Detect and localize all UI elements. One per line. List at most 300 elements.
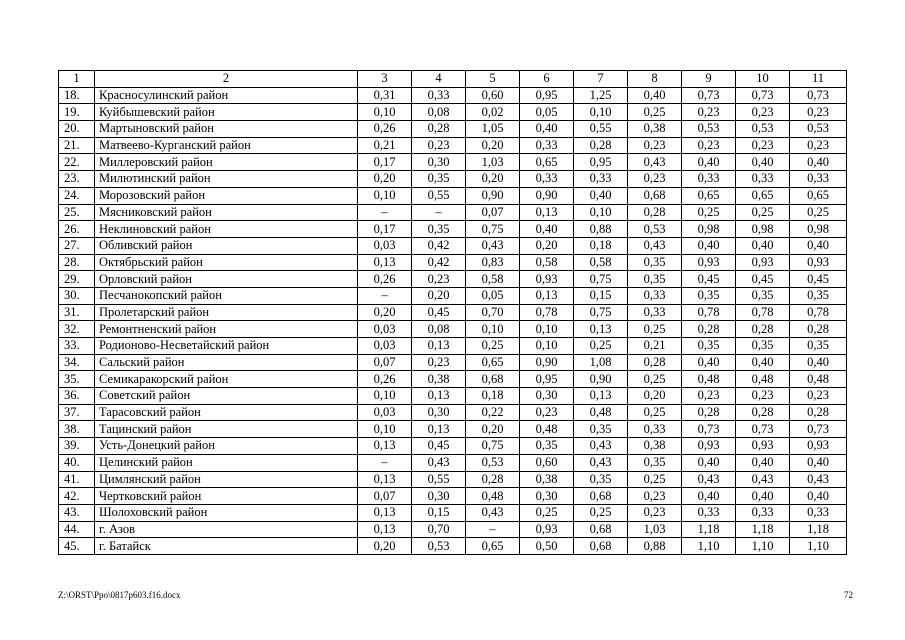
value-cell: 0,35 bbox=[682, 338, 736, 355]
value-cell: 0,20 bbox=[466, 421, 520, 438]
value-cell: 0,40 bbox=[790, 488, 847, 505]
value-cell: 0,75 bbox=[466, 438, 520, 455]
row-number-cell: 28. bbox=[59, 254, 95, 271]
table-row bbox=[59, 87, 847, 104]
value-cell: 0,75 bbox=[574, 304, 628, 321]
value-cell: 0,55 bbox=[574, 121, 628, 138]
district-name-cell: Обливский район bbox=[95, 237, 358, 254]
value-cell: 0,20 bbox=[520, 237, 574, 254]
value-cell: 0,40 bbox=[682, 354, 736, 371]
value-cell: 0,33 bbox=[520, 171, 574, 188]
row-number-cell: 30. bbox=[59, 287, 95, 304]
value-cell: 0,03 bbox=[358, 237, 412, 254]
row-number-cell: 26. bbox=[59, 221, 95, 238]
value-cell: 0,58 bbox=[466, 271, 520, 288]
value-cell: 0,23 bbox=[790, 104, 847, 121]
column-header-5: 5 bbox=[466, 71, 520, 88]
value-cell: 0,73 bbox=[790, 421, 847, 438]
value-cell: 0,13 bbox=[358, 471, 412, 488]
value-cell: 0,38 bbox=[520, 471, 574, 488]
value-cell: 0,23 bbox=[682, 137, 736, 154]
value-cell: 0,23 bbox=[628, 504, 682, 521]
district-name-cell: Советский район bbox=[95, 388, 358, 405]
value-cell: 0,73 bbox=[790, 87, 847, 104]
value-cell: 0,53 bbox=[628, 221, 682, 238]
value-cell: 0,98 bbox=[682, 221, 736, 238]
table-row bbox=[59, 104, 847, 121]
column-header-11: 11 bbox=[790, 71, 847, 88]
column-header-1: 1 bbox=[59, 71, 95, 88]
value-cell: 0,33 bbox=[736, 171, 790, 188]
value-cell: 0,88 bbox=[628, 538, 682, 555]
value-cell: 0,40 bbox=[790, 354, 847, 371]
row-number-cell: 36. bbox=[59, 388, 95, 405]
value-cell: 0,93 bbox=[790, 254, 847, 271]
value-cell: 0,95 bbox=[520, 87, 574, 104]
value-cell: 0,45 bbox=[736, 271, 790, 288]
district-name-cell: Сальский район bbox=[95, 354, 358, 371]
value-cell: 0,40 bbox=[790, 154, 847, 171]
value-cell: 0,43 bbox=[574, 438, 628, 455]
value-cell: 0,30 bbox=[520, 388, 574, 405]
value-cell: 0,48 bbox=[520, 421, 574, 438]
value-cell: 1,05 bbox=[466, 121, 520, 138]
district-name-cell: Родионово-Несветайский район bbox=[95, 338, 358, 355]
value-cell: 0,17 bbox=[358, 154, 412, 171]
value-cell: 0,53 bbox=[736, 121, 790, 138]
district-name-cell: Миллеровский район bbox=[95, 154, 358, 171]
row-number-cell: 33. bbox=[59, 338, 95, 355]
value-cell: 0,40 bbox=[736, 237, 790, 254]
value-cell: 0,35 bbox=[412, 221, 466, 238]
value-cell: 0,70 bbox=[466, 304, 520, 321]
value-cell: 0,25 bbox=[736, 204, 790, 221]
table-row bbox=[59, 454, 847, 471]
table-row bbox=[59, 488, 847, 505]
value-cell: 0,25 bbox=[466, 338, 520, 355]
row-number-cell: 45. bbox=[59, 538, 95, 555]
table-row bbox=[59, 388, 847, 405]
value-cell: 0,28 bbox=[736, 321, 790, 338]
value-cell: 0,20 bbox=[358, 304, 412, 321]
district-name-cell: Куйбышевский район bbox=[95, 104, 358, 121]
district-name-cell: Орловский район bbox=[95, 271, 358, 288]
table-row bbox=[59, 521, 847, 538]
value-cell: 0,43 bbox=[466, 504, 520, 521]
value-cell: 0,25 bbox=[520, 504, 574, 521]
value-cell: 0,03 bbox=[358, 321, 412, 338]
table-row bbox=[59, 304, 847, 321]
value-cell: 0,90 bbox=[520, 354, 574, 371]
value-cell: 1,03 bbox=[466, 154, 520, 171]
value-cell: 0,53 bbox=[682, 121, 736, 138]
row-number-cell: 44. bbox=[59, 521, 95, 538]
value-cell: 0,05 bbox=[520, 104, 574, 121]
value-cell: 0,68 bbox=[628, 187, 682, 204]
value-cell: 0,73 bbox=[736, 87, 790, 104]
value-cell: 0,28 bbox=[682, 321, 736, 338]
table-row bbox=[59, 371, 847, 388]
value-cell: 0,40 bbox=[682, 488, 736, 505]
value-cell: 0,38 bbox=[628, 121, 682, 138]
value-cell: 0,78 bbox=[736, 304, 790, 321]
table-row bbox=[59, 438, 847, 455]
value-cell: 0,07 bbox=[358, 488, 412, 505]
value-cell: 0,18 bbox=[574, 237, 628, 254]
value-cell: – bbox=[412, 204, 466, 221]
column-header-7: 7 bbox=[574, 71, 628, 88]
value-cell: 0,35 bbox=[736, 287, 790, 304]
value-cell: 0,20 bbox=[466, 171, 520, 188]
value-cell: 0,83 bbox=[466, 254, 520, 271]
district-name-cell: Усть-Донецкий район bbox=[95, 438, 358, 455]
table-row bbox=[59, 471, 847, 488]
value-cell: 0,23 bbox=[412, 271, 466, 288]
value-cell: 0,93 bbox=[790, 438, 847, 455]
value-cell: 0,68 bbox=[574, 488, 628, 505]
district-name-cell: Семикаракорский район bbox=[95, 371, 358, 388]
value-cell: 0,75 bbox=[574, 271, 628, 288]
value-cell: 1,10 bbox=[736, 538, 790, 555]
value-cell: 0,65 bbox=[682, 187, 736, 204]
value-cell: 0,48 bbox=[682, 371, 736, 388]
value-cell: 0,13 bbox=[358, 521, 412, 538]
value-cell: 0,40 bbox=[628, 87, 682, 104]
table-row bbox=[59, 254, 847, 271]
value-cell: 0,35 bbox=[736, 338, 790, 355]
value-cell: 0,10 bbox=[358, 187, 412, 204]
value-cell: 0,28 bbox=[628, 204, 682, 221]
value-cell: 0,10 bbox=[520, 338, 574, 355]
value-cell: 0,23 bbox=[682, 104, 736, 121]
value-cell: 0,38 bbox=[412, 371, 466, 388]
value-cell: 0,13 bbox=[574, 388, 628, 405]
value-cell: 0,23 bbox=[736, 104, 790, 121]
value-cell: 0,68 bbox=[574, 538, 628, 555]
value-cell: 0,13 bbox=[412, 421, 466, 438]
row-number-cell: 20. bbox=[59, 121, 95, 138]
value-cell: 0,35 bbox=[790, 338, 847, 355]
district-name-cell: Тарасовский район bbox=[95, 404, 358, 421]
value-cell: 0,55 bbox=[412, 471, 466, 488]
value-cell: 0,48 bbox=[790, 371, 847, 388]
value-cell: 0,25 bbox=[790, 204, 847, 221]
value-cell: 0,40 bbox=[520, 221, 574, 238]
value-cell: 0,03 bbox=[358, 404, 412, 421]
value-cell: 0,88 bbox=[574, 221, 628, 238]
value-cell: 0,18 bbox=[466, 388, 520, 405]
table-row bbox=[59, 187, 847, 204]
value-cell: 0,25 bbox=[628, 321, 682, 338]
value-cell: 0,23 bbox=[790, 388, 847, 405]
value-cell: 0,90 bbox=[466, 187, 520, 204]
value-cell: 0,53 bbox=[466, 454, 520, 471]
value-cell: 0,23 bbox=[628, 171, 682, 188]
table-header-row bbox=[59, 71, 847, 88]
row-number-cell: 38. bbox=[59, 421, 95, 438]
column-header-9: 9 bbox=[682, 71, 736, 88]
value-cell: 0,65 bbox=[790, 187, 847, 204]
value-cell: 0,30 bbox=[412, 154, 466, 171]
value-cell: 0,40 bbox=[574, 187, 628, 204]
table-row bbox=[59, 121, 847, 138]
value-cell: 0,48 bbox=[736, 371, 790, 388]
value-cell: 0,33 bbox=[520, 137, 574, 154]
value-cell: 0,43 bbox=[574, 454, 628, 471]
value-cell: – bbox=[466, 521, 520, 538]
value-cell: 0,25 bbox=[628, 104, 682, 121]
value-cell: 0,23 bbox=[682, 388, 736, 405]
value-cell: 0,15 bbox=[412, 504, 466, 521]
value-cell: 0,90 bbox=[574, 371, 628, 388]
value-cell: 0,38 bbox=[628, 438, 682, 455]
value-cell: 0,13 bbox=[412, 338, 466, 355]
value-cell: 0,33 bbox=[682, 171, 736, 188]
value-cell: 0,33 bbox=[574, 171, 628, 188]
value-cell: 0,02 bbox=[466, 104, 520, 121]
value-cell: 0,58 bbox=[574, 254, 628, 271]
value-cell: 0,43 bbox=[790, 471, 847, 488]
value-cell: 0,35 bbox=[790, 287, 847, 304]
value-cell: 0,30 bbox=[520, 488, 574, 505]
value-cell: 0,98 bbox=[790, 221, 847, 238]
value-cell: 0,07 bbox=[466, 204, 520, 221]
value-cell: 0,10 bbox=[520, 321, 574, 338]
footer-file-path: Z:\ORST\Ppo\0817p603.f16.docx bbox=[58, 590, 181, 600]
row-number-cell: 22. bbox=[59, 154, 95, 171]
value-cell: 0,45 bbox=[682, 271, 736, 288]
value-cell: 0,75 bbox=[466, 221, 520, 238]
value-cell: 0,21 bbox=[358, 137, 412, 154]
row-number-cell: 43. bbox=[59, 504, 95, 521]
value-cell: 0,40 bbox=[682, 237, 736, 254]
table-row bbox=[59, 221, 847, 238]
value-cell: 0,45 bbox=[412, 304, 466, 321]
value-cell: 0,23 bbox=[628, 137, 682, 154]
column-header-2: 2 bbox=[95, 71, 358, 88]
value-cell: – bbox=[358, 204, 412, 221]
value-cell: 0,22 bbox=[466, 404, 520, 421]
value-cell: 0,48 bbox=[466, 488, 520, 505]
district-name-cell: Мясниковский район bbox=[95, 204, 358, 221]
value-cell: 0,58 bbox=[520, 254, 574, 271]
value-cell: 0,28 bbox=[412, 121, 466, 138]
district-name-cell: Чертковский район bbox=[95, 488, 358, 505]
value-cell: 0,35 bbox=[628, 454, 682, 471]
value-cell: 0,33 bbox=[682, 504, 736, 521]
value-cell: 0,55 bbox=[412, 187, 466, 204]
value-cell: 0,33 bbox=[790, 504, 847, 521]
row-number-cell: 41. bbox=[59, 471, 95, 488]
value-cell: 0,23 bbox=[790, 137, 847, 154]
value-cell: 0,43 bbox=[682, 471, 736, 488]
value-cell: 0,23 bbox=[412, 354, 466, 371]
value-cell: – bbox=[358, 454, 412, 471]
value-cell: 0,33 bbox=[412, 87, 466, 104]
value-cell: 0,20 bbox=[358, 538, 412, 555]
table-row bbox=[59, 237, 847, 254]
district-name-cell: Ремонтненский район bbox=[95, 321, 358, 338]
value-cell: 0,65 bbox=[466, 538, 520, 555]
table-row bbox=[59, 271, 847, 288]
value-cell: 1,25 bbox=[574, 87, 628, 104]
value-cell: 0,08 bbox=[412, 321, 466, 338]
value-cell: 1,18 bbox=[682, 521, 736, 538]
value-cell: 0,13 bbox=[520, 204, 574, 221]
value-cell: 0,70 bbox=[412, 521, 466, 538]
value-cell: 0,35 bbox=[628, 254, 682, 271]
value-cell: 0,28 bbox=[736, 404, 790, 421]
column-header-6: 6 bbox=[520, 71, 574, 88]
value-cell: 0,13 bbox=[358, 438, 412, 455]
column-header-10: 10 bbox=[736, 71, 790, 88]
row-number-cell: 32. bbox=[59, 321, 95, 338]
value-cell: 1,08 bbox=[574, 354, 628, 371]
district-name-cell: г. Азов bbox=[95, 521, 358, 538]
district-name-cell: Мартыновский район bbox=[95, 121, 358, 138]
table-row bbox=[59, 171, 847, 188]
value-cell: 0,33 bbox=[628, 421, 682, 438]
value-cell: 0,28 bbox=[682, 404, 736, 421]
value-cell: 0,43 bbox=[628, 237, 682, 254]
value-cell: 0,65 bbox=[520, 154, 574, 171]
row-number-cell: 29. bbox=[59, 271, 95, 288]
table-row bbox=[59, 137, 847, 154]
value-cell: 0,48 bbox=[574, 404, 628, 421]
table-row bbox=[59, 538, 847, 555]
district-name-cell: Матвеево-Курганский район bbox=[95, 137, 358, 154]
value-cell: 0,21 bbox=[628, 338, 682, 355]
value-cell: 0,45 bbox=[412, 438, 466, 455]
value-cell: 0,53 bbox=[412, 538, 466, 555]
column-header-4: 4 bbox=[412, 71, 466, 88]
value-cell: 0,73 bbox=[682, 87, 736, 104]
value-cell: 0,40 bbox=[682, 454, 736, 471]
value-cell: 0,43 bbox=[412, 454, 466, 471]
value-cell: 0,93 bbox=[736, 438, 790, 455]
value-cell: 0,50 bbox=[520, 538, 574, 555]
value-cell: 0,73 bbox=[682, 421, 736, 438]
column-header-3: 3 bbox=[358, 71, 412, 88]
value-cell: 0,28 bbox=[466, 471, 520, 488]
value-cell: 0,35 bbox=[628, 271, 682, 288]
value-cell: 0,17 bbox=[358, 221, 412, 238]
value-cell: 0,42 bbox=[412, 237, 466, 254]
table-row bbox=[59, 504, 847, 521]
district-name-cell: Шолоховский район bbox=[95, 504, 358, 521]
value-cell: 0,10 bbox=[574, 104, 628, 121]
value-cell: 0,68 bbox=[466, 371, 520, 388]
district-name-cell: Морозовский район bbox=[95, 187, 358, 204]
value-cell: 0,40 bbox=[520, 121, 574, 138]
value-cell: 0,33 bbox=[628, 287, 682, 304]
value-cell: 0,26 bbox=[358, 271, 412, 288]
value-cell: 0,40 bbox=[790, 454, 847, 471]
value-cell: 0,42 bbox=[412, 254, 466, 271]
value-cell: 0,25 bbox=[628, 404, 682, 421]
district-name-cell: Октябрьский район bbox=[95, 254, 358, 271]
value-cell: 0,25 bbox=[574, 338, 628, 355]
value-cell: 0,28 bbox=[790, 404, 847, 421]
value-cell: – bbox=[358, 287, 412, 304]
value-cell: 0,23 bbox=[628, 488, 682, 505]
value-cell: 0,20 bbox=[358, 171, 412, 188]
value-cell: 0,43 bbox=[736, 471, 790, 488]
value-cell: 0,26 bbox=[358, 121, 412, 138]
value-cell: 0,78 bbox=[682, 304, 736, 321]
table-body bbox=[59, 87, 847, 554]
value-cell: 0,10 bbox=[358, 421, 412, 438]
value-cell: 0,10 bbox=[358, 388, 412, 405]
value-cell: 0,25 bbox=[574, 504, 628, 521]
value-cell: 0,10 bbox=[574, 204, 628, 221]
value-cell: 0,40 bbox=[736, 154, 790, 171]
value-cell: 0,33 bbox=[736, 504, 790, 521]
value-cell: 0,26 bbox=[358, 371, 412, 388]
row-number-cell: 40. bbox=[59, 454, 95, 471]
value-cell: 0,13 bbox=[358, 504, 412, 521]
district-name-cell: Красносулинский район bbox=[95, 87, 358, 104]
column-header-8: 8 bbox=[628, 71, 682, 88]
value-cell: 0,95 bbox=[520, 371, 574, 388]
value-cell: 0,60 bbox=[466, 87, 520, 104]
row-number-cell: 42. bbox=[59, 488, 95, 505]
value-cell: 0,68 bbox=[574, 521, 628, 538]
table-row bbox=[59, 338, 847, 355]
value-cell: 0,33 bbox=[790, 171, 847, 188]
value-cell: 0,35 bbox=[412, 171, 466, 188]
value-cell: 0,93 bbox=[520, 271, 574, 288]
table-row bbox=[59, 287, 847, 304]
value-cell: 0,31 bbox=[358, 87, 412, 104]
value-cell: 0,23 bbox=[736, 388, 790, 405]
district-name-cell: Неклиновский район bbox=[95, 221, 358, 238]
value-cell: 0,03 bbox=[358, 338, 412, 355]
value-cell: 0,13 bbox=[574, 321, 628, 338]
value-cell: 0,13 bbox=[412, 388, 466, 405]
value-cell: 0,98 bbox=[736, 221, 790, 238]
table-row bbox=[59, 204, 847, 221]
row-number-cell: 23. bbox=[59, 171, 95, 188]
value-cell: 0,28 bbox=[790, 321, 847, 338]
value-cell: 0,28 bbox=[628, 354, 682, 371]
district-name-cell: Цимлянский район bbox=[95, 471, 358, 488]
table-row bbox=[59, 421, 847, 438]
value-cell: 0,25 bbox=[628, 371, 682, 388]
row-number-cell: 39. bbox=[59, 438, 95, 455]
value-cell: 0,40 bbox=[790, 237, 847, 254]
value-cell: 0,43 bbox=[466, 237, 520, 254]
value-cell: 0,25 bbox=[628, 471, 682, 488]
value-cell: 0,78 bbox=[520, 304, 574, 321]
row-number-cell: 27. bbox=[59, 237, 95, 254]
row-number-cell: 35. bbox=[59, 371, 95, 388]
value-cell: 0,40 bbox=[736, 454, 790, 471]
value-cell: 0,28 bbox=[574, 137, 628, 154]
row-number-cell: 31. bbox=[59, 304, 95, 321]
value-cell: 1,10 bbox=[790, 538, 847, 555]
value-cell: 0,20 bbox=[412, 287, 466, 304]
value-cell: 0,40 bbox=[736, 488, 790, 505]
row-number-cell: 37. bbox=[59, 404, 95, 421]
value-cell: 0,45 bbox=[790, 271, 847, 288]
district-name-cell: Пролетарский район bbox=[95, 304, 358, 321]
value-cell: 0,20 bbox=[628, 388, 682, 405]
row-number-cell: 19. bbox=[59, 104, 95, 121]
table-row bbox=[59, 321, 847, 338]
value-cell: 0,15 bbox=[574, 287, 628, 304]
value-cell: 0,93 bbox=[682, 438, 736, 455]
